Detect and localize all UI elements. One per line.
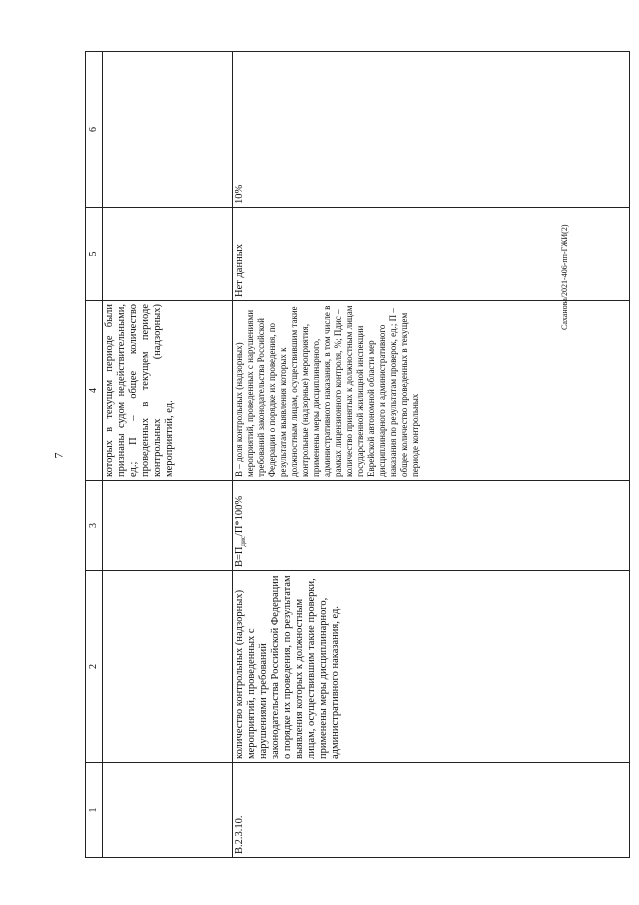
header-col-1: 1 (86, 763, 103, 858)
footer-code: Саханова/2021-406-пп-ГЖИ(2) (560, 224, 569, 330)
formula-prefix: В=П (234, 546, 245, 567)
col6-value: 10% (233, 52, 630, 208)
cont-cell-6 (103, 52, 233, 208)
indicator-description: В – доля контрольных (надзорных) мероприятий, проведенных с нарушениями требований законодательства Российской Федерации о порядке их проведения, по результатам выявления которых к должностным лицам, осуществившим такие контрольные (надзорные) мероприятия, применены меры дисциплинарного, административного наказания, в том числе в рамках лицензионного контроля, %; Пдис – количество принятых к должностным лицам государственной жилищной инспекции Еврейской автономной области мер дисциплинарного и административного наказания по результатам проверок, ед.; П – общее количество проведенных в текущем периоде контрольных (233, 301, 630, 481)
formula-sub: дис (239, 536, 248, 547)
formula-suffix: /П*100% (234, 495, 245, 537)
cont-cell-1 (103, 763, 233, 858)
indicator-table (85, 51, 630, 858)
col5-value: Нет данных (233, 208, 630, 301)
header-col-2: 2 (86, 571, 103, 763)
header-col-4: 4 (86, 301, 103, 481)
header-col-6: 6 (86, 52, 103, 208)
header-col-5: 5 (86, 208, 103, 301)
page-number: 7 (51, 452, 66, 459)
indicator-name: количество контрольных (надзорных) мероприятий, проведенных с нарушениями требований законодательства Российской Федерации о порядке их проведения, по результатам выявления которых к должностным лицам, осуществившим такие проверки, применены меры дисциплинарного, административного наказания, ед. (233, 571, 630, 763)
header-col-3: 3 (86, 481, 103, 571)
header-row (86, 52, 103, 858)
cont-cell-3 (103, 481, 233, 571)
formula (233, 481, 630, 571)
table-row (233, 52, 630, 858)
continuation-row (103, 52, 233, 858)
cont-cell-4: которых в текущем периоде были признаны судом недействительными, ед.; П – общее количество проведенных в текущем периоде контрольных (надзорных) мероприятий, ед. (103, 301, 233, 481)
rotated-page-content (85, 52, 630, 858)
cont-cell-2 (103, 571, 233, 763)
cont-cell-5 (103, 208, 233, 301)
row-number: В.2.3.10. (233, 763, 630, 858)
